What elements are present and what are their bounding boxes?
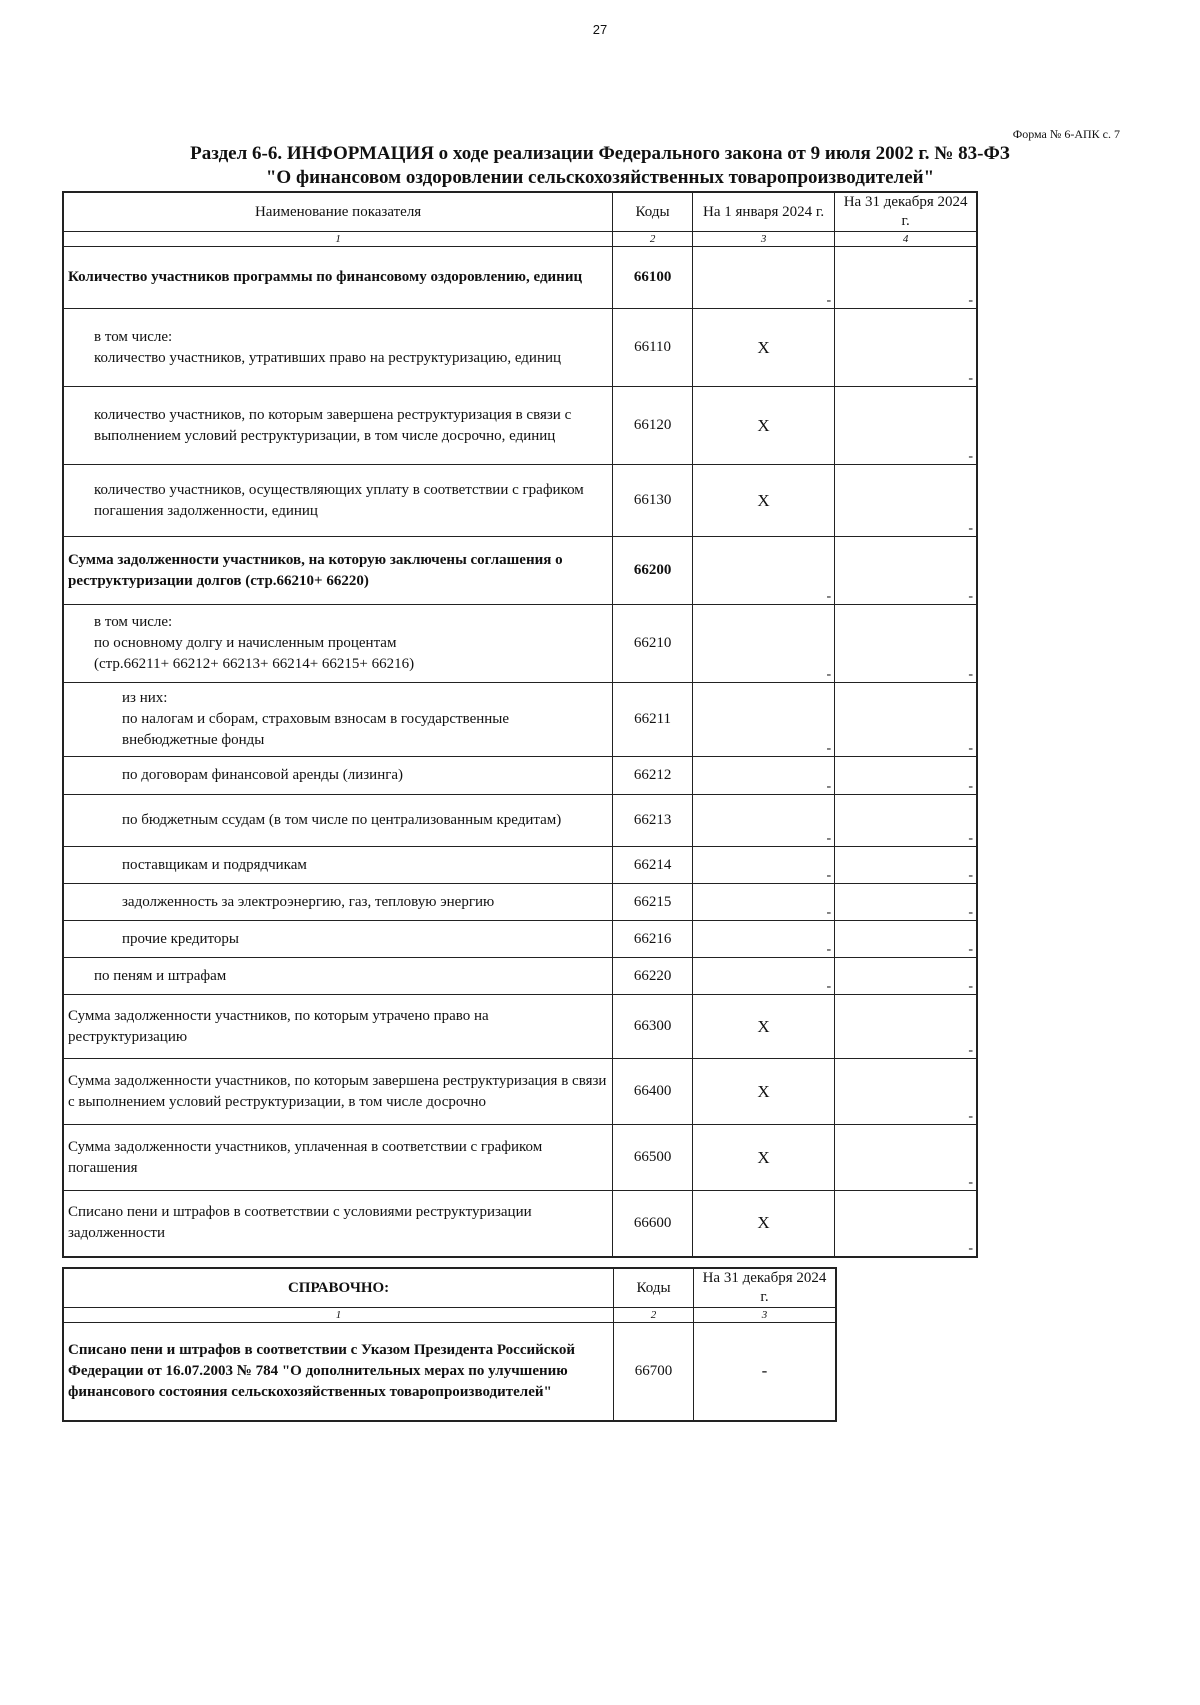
row-code: 66110 (613, 309, 693, 387)
row-label: Количество участников программы по финансовому оздоровлению, единиц (63, 247, 613, 309)
row-code: 66220 (613, 958, 693, 995)
row-label: количество участников, по которым завершена реструктуризация в связи с выполнением условий реструктуризации, в том числе досрочно, единиц (63, 387, 613, 465)
row-code: 66200 (613, 537, 693, 605)
row-code: 66216 (613, 921, 693, 958)
empty-dash: - (968, 667, 973, 682)
empty-dash: - (968, 589, 973, 604)
empty-dash: - (968, 741, 973, 756)
row-label: поставщикам и подрядчикам (63, 847, 613, 884)
value-jan-2024 (692, 537, 834, 605)
empty-dash: - (826, 905, 832, 920)
value-dec-2024 (835, 884, 977, 921)
table-row (63, 921, 977, 958)
value-dec-2024 (835, 958, 977, 995)
value-jan-2024 (692, 605, 834, 683)
value-jan-2024 (692, 309, 834, 387)
not-applicable-mark: X (757, 415, 770, 435)
value-jan-2024 (692, 995, 834, 1059)
table-row (63, 387, 977, 465)
empty-dash: - (968, 1175, 973, 1190)
form-reference: Форма № 6-АПК с. 7 (1012, 127, 1120, 141)
section-title (120, 142, 1080, 190)
column-number: 4 (835, 232, 977, 247)
empty-dash: - (826, 831, 832, 846)
empty-dash: - (826, 293, 832, 308)
row-code: 66215 (613, 884, 693, 921)
row-code: 66213 (613, 795, 693, 847)
value-dec-2024 (835, 247, 977, 309)
header-codes: Коды (613, 192, 693, 232)
table-row (63, 847, 977, 884)
header-dec-2024: На 31 декабря 2024 г. (835, 192, 977, 232)
row-label: в том числе: количество участников, утративших право на реструктуризацию, единиц (63, 309, 613, 387)
value-jan-2024 (692, 847, 834, 884)
empty-dash: - (968, 449, 973, 464)
empty-dash: - (968, 1043, 973, 1058)
empty-dash: - (968, 831, 973, 846)
table-row (63, 683, 977, 757)
empty-dash: - (968, 371, 973, 386)
row-code: 66214 (613, 847, 693, 884)
empty-dash: - (826, 741, 832, 756)
value-jan-2024 (692, 1191, 834, 1257)
empty-dash: - (826, 779, 832, 794)
reference-table (62, 1267, 837, 1422)
empty-dash: - (826, 589, 832, 604)
value-jan-2024 (692, 921, 834, 958)
value-dec-2024: - (693, 1323, 836, 1421)
table-row (63, 1323, 836, 1421)
table-header-row (63, 192, 977, 232)
not-applicable-mark: X (757, 1016, 770, 1036)
row-code: 66600 (613, 1191, 693, 1257)
column-number: 3 (692, 232, 834, 247)
reference-header-codes: Коды (614, 1268, 694, 1308)
value-jan-2024 (692, 958, 834, 995)
row-label: Сумма задолженности участников, уплаченная в соответствии с графиком погашения (63, 1125, 613, 1191)
value-jan-2024 (692, 387, 834, 465)
empty-dash: - (968, 521, 973, 536)
table-row (63, 1059, 977, 1125)
row-label: Сумма задолженности участников, по которым утрачено право на реструктуризацию (63, 995, 613, 1059)
table-row (63, 884, 977, 921)
main-indicators-table (62, 191, 978, 1258)
empty-dash: - (826, 868, 832, 883)
row-label: в том числе: по основному долгу и начисленным процентам (стр.66211+ 66212+ 66213+ 66214+ 66215+ 66216) (63, 605, 613, 683)
value-dec-2024 (835, 1191, 977, 1257)
table-row (63, 958, 977, 995)
not-applicable-mark: X (757, 490, 770, 510)
table-row (63, 465, 977, 537)
row-code: 66210 (613, 605, 693, 683)
not-applicable-mark: X (757, 1213, 770, 1233)
row-code: 66300 (613, 995, 693, 1059)
table-row (63, 605, 977, 683)
row-code: 66120 (613, 387, 693, 465)
value-jan-2024 (692, 884, 834, 921)
value-dec-2024 (835, 757, 977, 795)
row-code: 66500 (613, 1125, 693, 1191)
row-code: 66700 (614, 1323, 694, 1421)
row-label: из них: по налогам и сборам, страховым взносам в государственные внебюджетные фонды (63, 683, 613, 757)
value-dec-2024 (835, 309, 977, 387)
table-row (63, 247, 977, 309)
header-jan-2024: На 1 января 2024 г. (692, 192, 834, 232)
value-jan-2024 (692, 795, 834, 847)
value-jan-2024 (692, 1059, 834, 1125)
row-code: 66400 (613, 1059, 693, 1125)
column-number-row (63, 232, 977, 247)
value-jan-2024 (692, 465, 834, 537)
row-code: 66211 (613, 683, 693, 757)
row-label: прочие кредиторы (63, 921, 613, 958)
value-dec-2024 (835, 683, 977, 757)
row-label: Сумма задолженности участников, на которую заключены соглашения о реструктуризации долгов (стр.66210+ 66220) (63, 537, 613, 605)
value-jan-2024 (692, 1125, 834, 1191)
value-jan-2024 (692, 247, 834, 309)
row-label: по договорам финансовой аренды (лизинга) (63, 757, 613, 795)
value-dec-2024 (835, 1059, 977, 1125)
row-label: по пеням и штрафам (63, 958, 613, 995)
value-dec-2024 (835, 537, 977, 605)
column-number: 2 (614, 1308, 694, 1323)
value-dec-2024 (835, 387, 977, 465)
row-label: по бюджетным ссудам (в том числе по централизованным кредитам) (63, 795, 613, 847)
column-number: 3 (693, 1308, 836, 1323)
row-label: Списано пени и штрафов в соответствии с условиями реструктуризации задолженности (63, 1191, 613, 1257)
value-dec-2024 (835, 1125, 977, 1191)
row-code: 66212 (613, 757, 693, 795)
empty-dash: - (968, 1109, 973, 1124)
empty-dash: - (968, 293, 973, 308)
row-label: Сумма задолженности участников, по которым завершена реструктуризация в связи с выполнением условий реструктуризации, в том числе досрочно (63, 1059, 613, 1125)
empty-dash: - (826, 942, 832, 957)
table-row (63, 309, 977, 387)
value-dec-2024 (835, 847, 977, 884)
row-label: количество участников, осуществляющих уплату в соответствии с графиком погашения задолженности, единиц (63, 465, 613, 537)
header-indicator-name: Наименование показателя (63, 192, 613, 232)
value-dec-2024 (835, 795, 977, 847)
empty-dash: - (968, 779, 973, 794)
section-title-line-2: "О финансовом оздоровлении сельскохозяйственных товаропроизводителей" (265, 167, 935, 188)
not-applicable-mark: X (757, 1081, 770, 1101)
empty-dash: - (968, 942, 973, 957)
reference-column-number-row (63, 1308, 836, 1323)
reference-header-row (63, 1268, 836, 1308)
empty-dash: - (968, 868, 973, 883)
value-jan-2024 (692, 757, 834, 795)
not-applicable-mark: X (757, 337, 770, 357)
column-number: 2 (613, 232, 693, 247)
table-row (63, 795, 977, 847)
column-number: 1 (63, 232, 613, 247)
reference-header-dec-2024: На 31 декабря 2024 г. (693, 1268, 836, 1308)
empty-dash: - (968, 905, 973, 920)
page-number: 27 (592, 22, 608, 37)
row-code: 66100 (613, 247, 693, 309)
empty-dash: - (826, 667, 832, 682)
section-title-line-1: Раздел 6-6. ИНФОРМАЦИЯ о ходе реализации Федерального закона от 9 июля 2002 г. № 83-ФЗ (190, 143, 1010, 164)
row-label: Списано пени и штрафов в соответствии с Указом Президента Российской Федерации от 16.07.2003 № 784 "О дополнительных мерах по улучшению финансового состояния сельскохозяйственных товаропроизводителей" (63, 1323, 614, 1421)
reference-header-title: СПРАВОЧНО: (63, 1268, 614, 1308)
value-dec-2024 (835, 921, 977, 958)
row-code: 66130 (613, 465, 693, 537)
table-row (63, 995, 977, 1059)
value-dec-2024 (835, 995, 977, 1059)
empty-dash: - (968, 1240, 973, 1256)
value-dec-2024 (835, 465, 977, 537)
value-jan-2024 (692, 683, 834, 757)
column-number: 1 (63, 1308, 614, 1323)
row-label: задолженность за электроэнергию, газ, тепловую энергию (63, 884, 613, 921)
table-row (63, 537, 977, 605)
empty-dash: - (968, 979, 973, 994)
table-row (63, 757, 977, 795)
empty-dash: - (826, 979, 832, 994)
value-dec-2024 (835, 605, 977, 683)
table-row (63, 1191, 977, 1257)
table-row (63, 1125, 977, 1191)
not-applicable-mark: X (757, 1147, 770, 1167)
